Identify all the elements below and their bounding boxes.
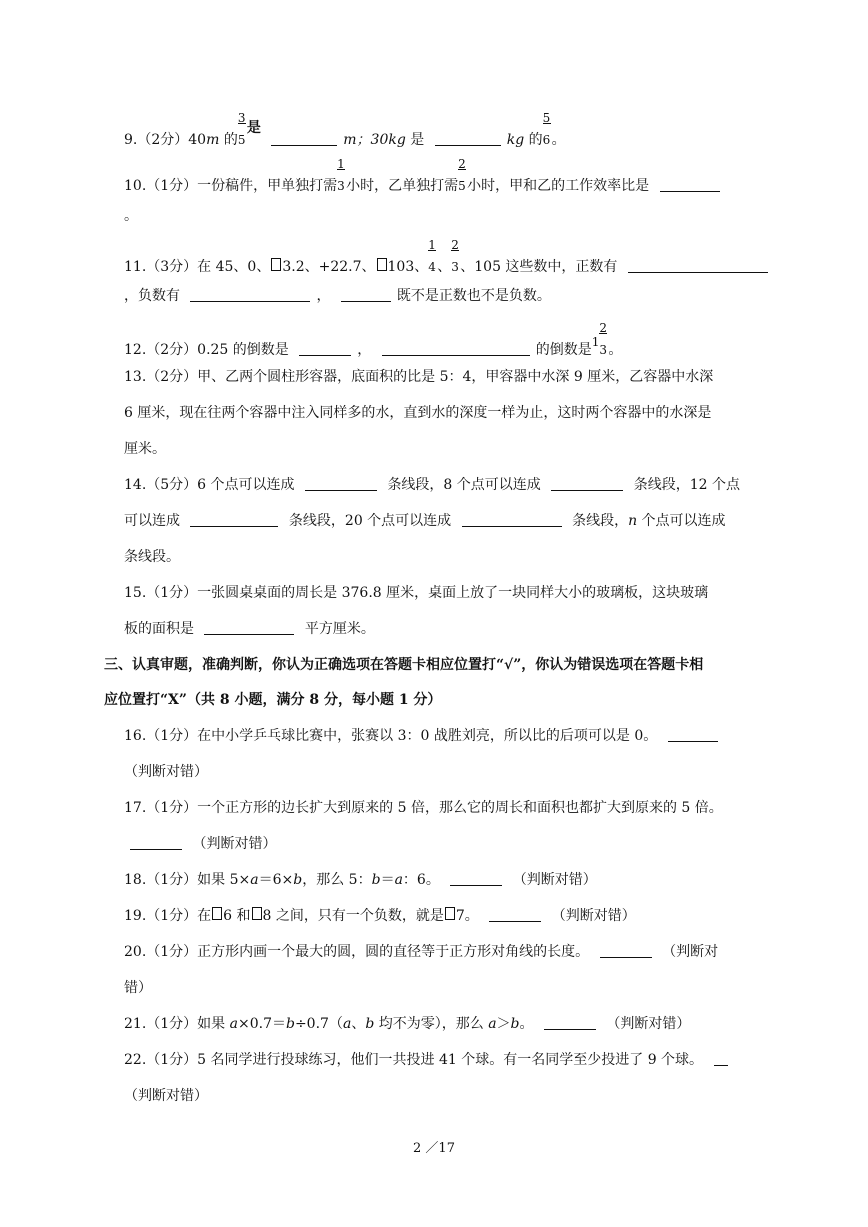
answer-blank-20[interactable] (600, 943, 652, 958)
missing-sign-box (212, 907, 222, 920)
q12-prefix: 12.（2分）0.25 的倒数是 (124, 342, 289, 358)
question-12 (124, 321, 623, 360)
q22-text: 22.（1分）5 名同学进行投球练习，他们一共投进 41 个球。有一名同学至少投进了 9 个球。 (124, 1052, 704, 1068)
q11-c1: ，负数有 (124, 288, 180, 304)
fraction-2-5: $\frac{2}{5}$ (458, 157, 466, 193)
q20-text: 20.（1分）正方形内画一个最大的圆，圆的直径等于正方形对角线的长度。 (124, 944, 590, 960)
q11-prefix: 11.（3分）在 45、0、 (124, 259, 271, 275)
section-3-heading-line2: 应位置打“X”（共 8 小题，满分 8 分，每小题 1 分） (104, 692, 442, 708)
question-21 (124, 1014, 690, 1034)
q21-d: 、 (351, 1016, 366, 1032)
q11-sep: 、 (437, 259, 452, 275)
q19-b: 6 和 (223, 908, 251, 924)
answer-blank-22[interactable] (714, 1051, 728, 1066)
var-a: a (394, 872, 403, 888)
q21-e: 均不为零），那么 (374, 1016, 489, 1032)
var-b: b (293, 872, 303, 888)
judge-label-19: （判断对错） (551, 908, 636, 924)
question-14-line1 (124, 475, 740, 495)
q21-b: ×0.7＝ (237, 1016, 286, 1032)
question-14-line2 (124, 511, 726, 531)
missing-sign-box (252, 907, 262, 920)
answer-blank-14c[interactable] (190, 512, 278, 527)
q21-a: 21.（1分）如果 (124, 1016, 230, 1032)
q10-post: 小时，甲和乙的工作效率比是 (467, 178, 650, 194)
q14-f: 条线段， (572, 513, 629, 529)
q9-shi: 是 (246, 120, 261, 136)
answer-blank-12b[interactable] (382, 341, 530, 356)
answer-blank-15[interactable] (204, 620, 294, 635)
question-19 (124, 906, 636, 926)
q12-post: 的倒数是 (535, 342, 592, 358)
question-18 (124, 870, 597, 890)
q21-g: 。 (519, 1016, 534, 1032)
judge-label-21: （判断对错） (606, 1016, 691, 1032)
answer-blank-21[interactable] (544, 1015, 596, 1030)
q12-end: 。 (608, 342, 623, 358)
q14-g: 个点可以连成 (637, 513, 726, 529)
missing-sign-box (377, 258, 387, 271)
q9-unit: m；30 (343, 132, 389, 148)
judge-label-20b: 错） (124, 980, 152, 996)
var-b: b (371, 872, 381, 888)
q9-prefix: 9.（2分）40 (124, 132, 207, 148)
q15-l2a: 板的面积是 (124, 621, 194, 637)
var-a: a (250, 872, 259, 888)
q14-c: 条线段，12 个点 (633, 477, 740, 493)
answer-blank-14d[interactable] (462, 512, 562, 527)
q14-d: 可以连成 (124, 513, 180, 529)
q19-d: 7。 (455, 908, 479, 924)
q12-whole: 1 (591, 335, 600, 349)
question-16 (124, 726, 724, 746)
question-17-cont (124, 834, 276, 854)
question-15-line1: 15.（1分）一张圆桌桌面的周长是 376.8 厘米，桌面上放了一块同样大小的玻璃板，这块玻璃 (124, 585, 709, 601)
page-number: 2 ／17 (413, 1141, 455, 1156)
q9-unit-m: m (206, 132, 220, 148)
question-11-cont (124, 286, 551, 306)
fraction-1-4: $\frac{1}{4}$ (428, 238, 436, 274)
q11-post: 、105 这些数中，正数有 (460, 259, 618, 275)
q9-end: 。 (551, 132, 566, 148)
q9-de2: 的 (524, 132, 543, 148)
q10-prefix: 10.（1分）一份稿件，甲单独打需 (124, 178, 338, 194)
missing-sign-box (271, 258, 281, 271)
q12-mid: ， (357, 342, 372, 358)
var-a: a (488, 1016, 497, 1032)
q18-e: ：6。 (402, 872, 440, 888)
q15-l2b: 平方厘米。 (304, 621, 375, 637)
judge-label-18: （判断对错） (512, 872, 597, 888)
q9-de: 的 (219, 132, 238, 148)
fraction-1-2-3: $\frac{2}{3}$ (599, 321, 607, 357)
answer-blank-9b[interactable] (435, 131, 501, 146)
question-17: 17.（1分）一个正方形的边长扩大到原来的 5 倍，那么它的周长和面积也都扩大到原来的 5 倍。 (124, 800, 723, 816)
question-13-line3: 厘米。 (124, 441, 166, 457)
q14-a: 14.（5分）6 个点可以连成 (124, 477, 295, 493)
answer-blank-11c[interactable] (341, 287, 391, 302)
answer-blank-19[interactable] (489, 907, 541, 922)
answer-blank-14a[interactable] (305, 476, 377, 491)
q9-is: 是 (405, 132, 425, 148)
var-b: b (285, 1016, 295, 1032)
var-b: b (365, 1016, 375, 1032)
q10-mid: 小时，乙单独打需 (346, 178, 459, 194)
fraction-1-3: $\frac{1}{3}$ (337, 157, 345, 193)
question-10 (124, 157, 726, 196)
answer-blank-9a[interactable] (271, 131, 337, 146)
section-3-heading-line1: 三、认真审题，准确判断，你认为正确选项在答题卡相应位置打“√”，你认为错误选项在答题卡相 (104, 657, 704, 673)
fraction-5-6: $\frac{5}{6}$ (542, 111, 551, 147)
fraction-2-3: $\frac{2}{3}$ (451, 238, 459, 274)
question-20 (124, 942, 718, 962)
question-13-line2: 6 厘米，现在往两个容器中注入同样多的水，直到水的深度一样为止，这时两个容器中的水深是 (124, 405, 712, 421)
answer-blank-10[interactable] (660, 177, 720, 192)
q14-n: n (628, 513, 638, 529)
answer-blank-11a[interactable] (628, 258, 768, 273)
q9-kg2: kg (506, 132, 525, 148)
judge-label-22: （判断对错） (124, 1088, 208, 1104)
var-a: a (342, 1016, 352, 1032)
judge-label-16: （判断对错） (124, 764, 208, 780)
question-14-line3: 条线段。 (124, 549, 180, 565)
q9-kg1: kg (388, 132, 406, 148)
answer-blank-11b[interactable] (190, 287, 310, 302)
q11-n1: 3.2、+22.7、 (282, 259, 376, 275)
q11-c3: 既不是正数也不是负数。 (396, 288, 551, 304)
q11-c2: ， (316, 288, 331, 304)
question-22 (124, 1050, 734, 1070)
q18-a: 18.（1分）如果 5× (124, 872, 251, 888)
q11-n2: 103、 (387, 259, 429, 275)
q19-c: 8 之间，只有一个负数，就是 (262, 908, 444, 924)
answer-blank-18[interactable] (450, 871, 502, 886)
q21-c: ÷0.7（ (294, 1016, 343, 1032)
q18-b: ＝6× (258, 872, 294, 888)
answer-blank-14b[interactable] (551, 476, 623, 491)
fraction-3-5: $\frac{3}{5}$ (237, 111, 246, 147)
missing-sign-box (445, 907, 455, 920)
question-9 (124, 111, 566, 150)
var-b: b (510, 1016, 520, 1032)
q14-e: 条线段，20 个点可以连成 (288, 513, 452, 529)
answer-blank-12a[interactable] (299, 341, 351, 356)
q18-c: ，那么 5： (302, 872, 372, 888)
answer-blank-16[interactable] (668, 727, 718, 742)
question-10-cont: 。 (124, 208, 138, 224)
q16-text: 16.（1分）在中小学乒乓球比赛中，张赛以 3：0 战胜刘亮，所以比的后项可以是 0。 (124, 728, 658, 744)
judge-label-20a: （判断对 (662, 944, 719, 960)
question-11 (124, 238, 774, 277)
q14-b: 条线段，8 个点可以连成 (387, 477, 541, 493)
question-13-line1: 13.（2分）甲、乙两个圆柱形容器，底面积的比是 5：4，甲容器中水深 9 厘米，乙容器中水深 (124, 369, 714, 385)
var-a: a (229, 1016, 238, 1032)
judge-label-17: （判断对错） (192, 836, 277, 852)
q21-f: ＞ (496, 1016, 511, 1032)
question-15-line2 (124, 619, 375, 639)
answer-blank-17[interactable] (130, 835, 182, 850)
q18-d: ＝ (380, 872, 395, 888)
q19-a: 19.（1分）在 (124, 908, 212, 924)
